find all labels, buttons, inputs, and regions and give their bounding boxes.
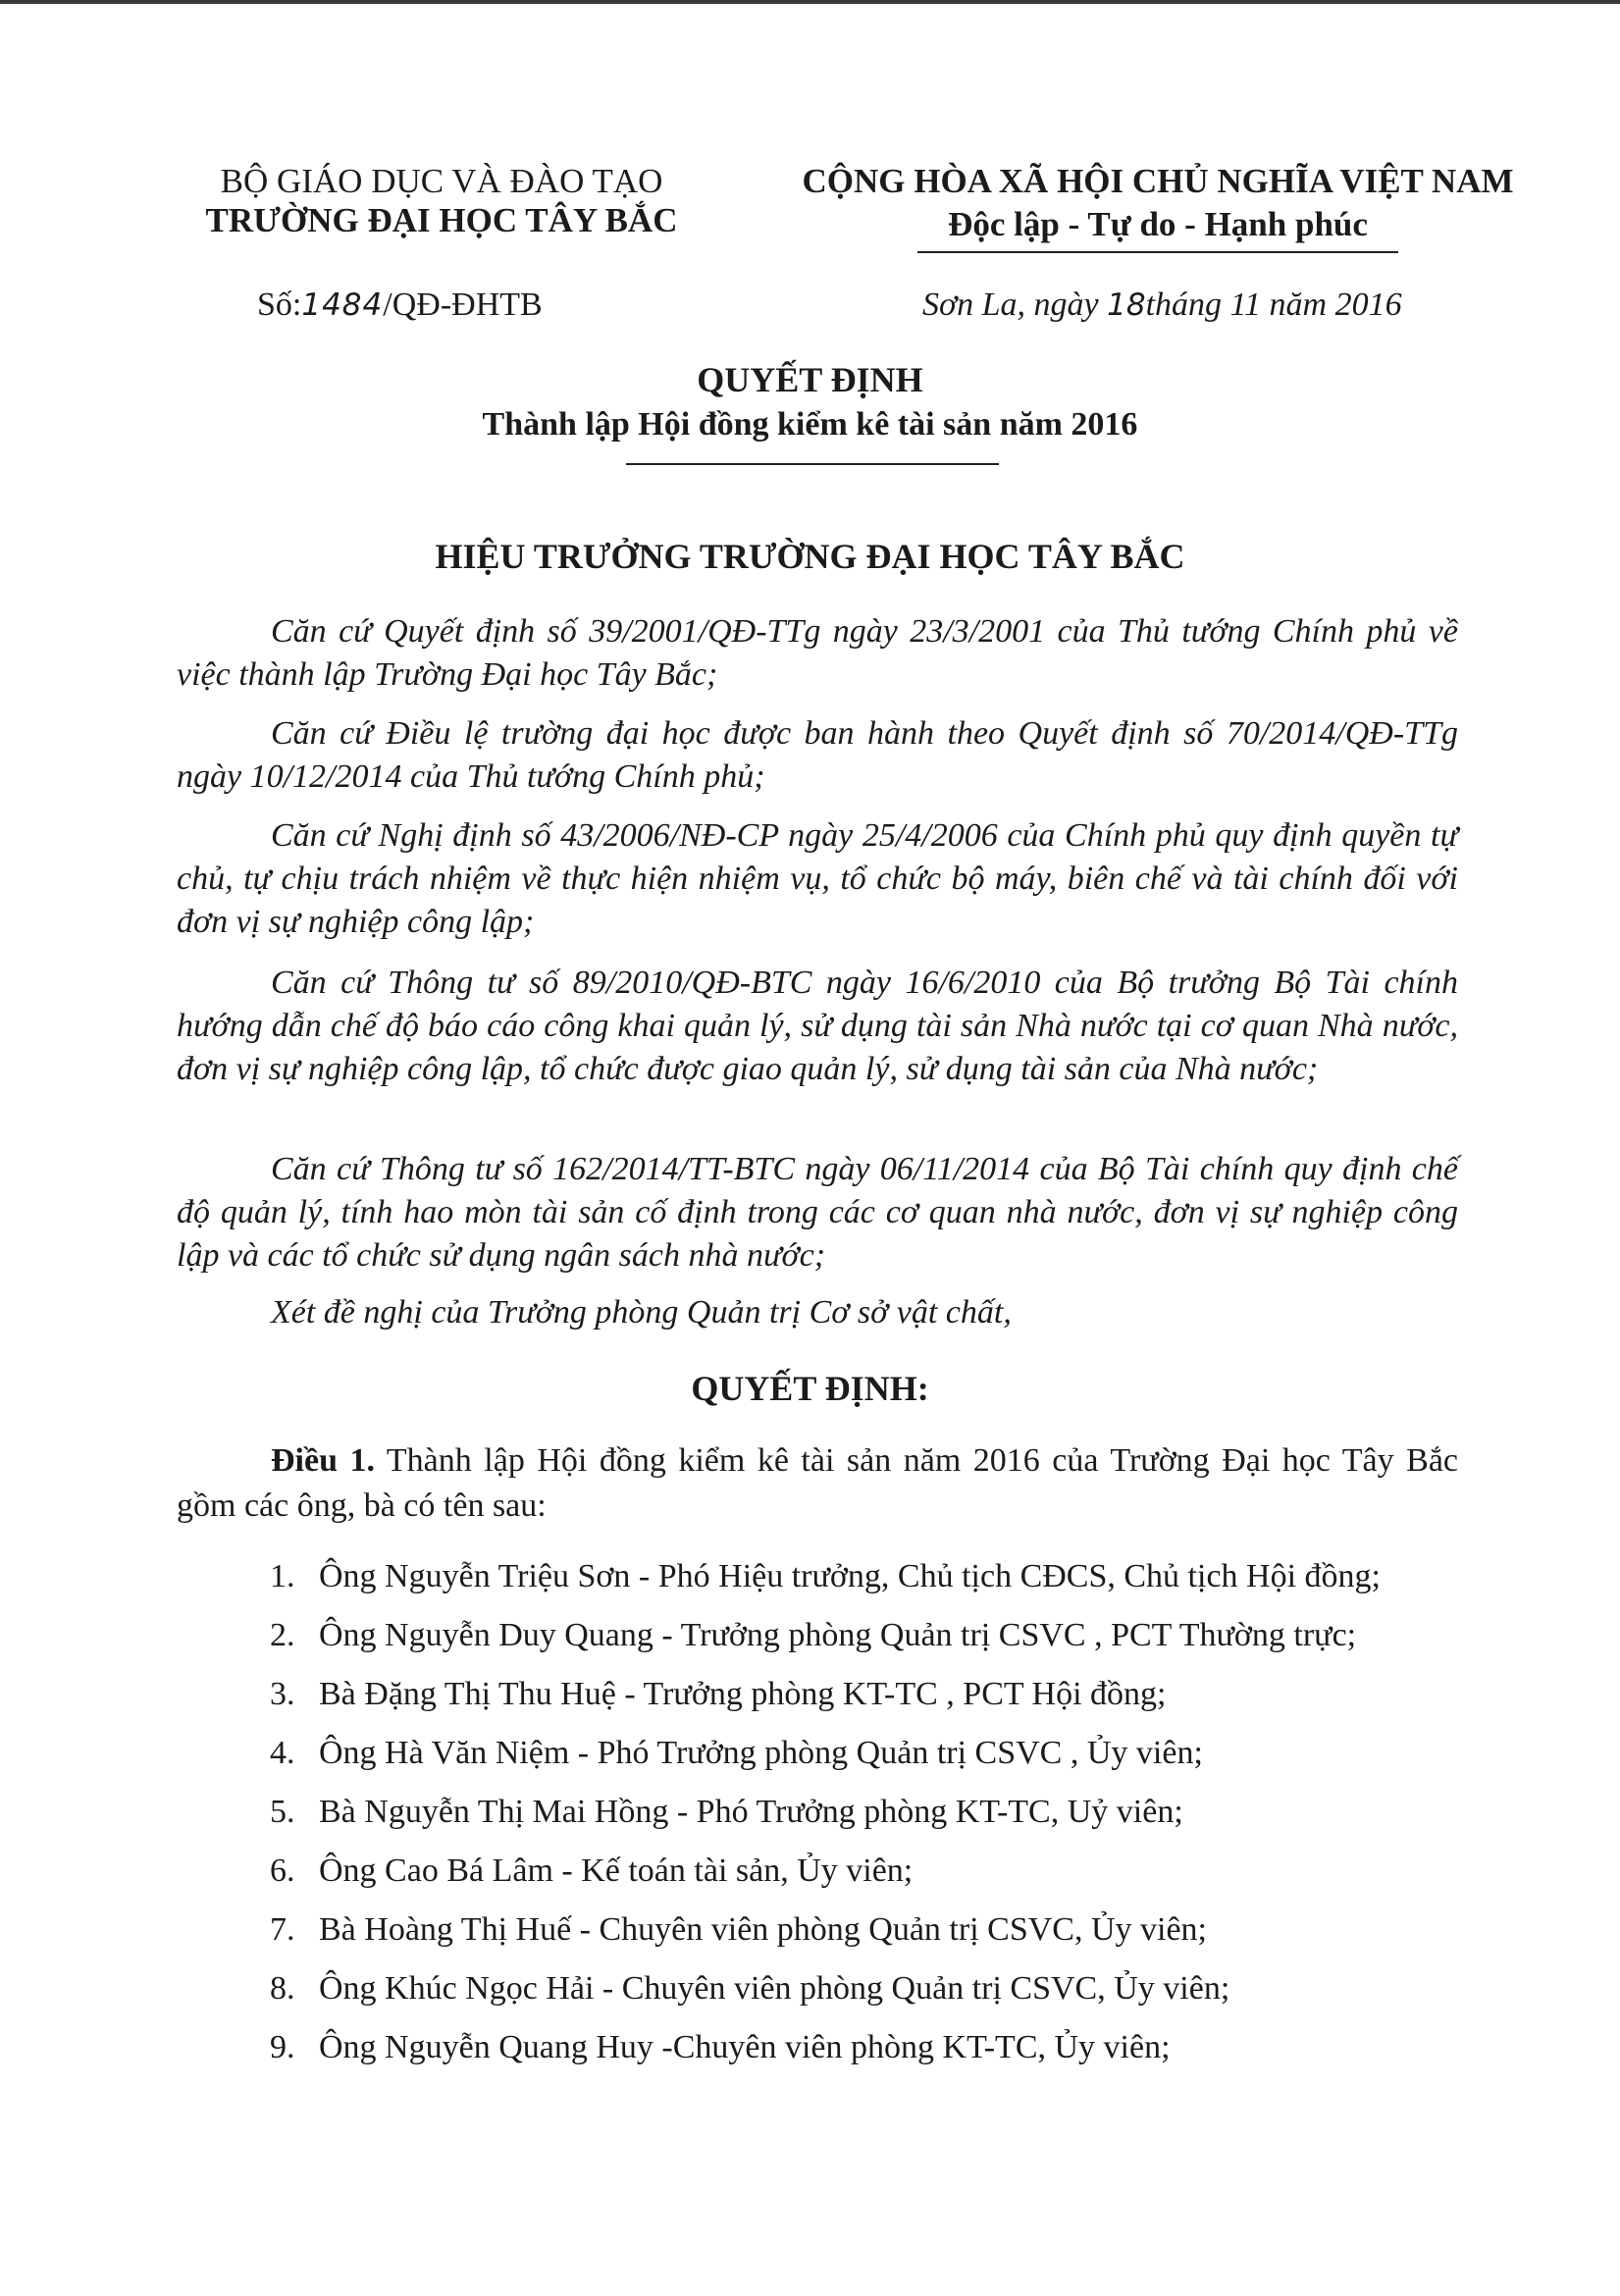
number-suffix: /QĐ-ĐHTB: [383, 287, 543, 323]
date-suffix: tháng 11 năm 2016: [1145, 287, 1402, 323]
list-item: 8. Ông Khúc Ngọc Hải - Chuyên viên phòng Quản trị CSVC, Ủy viên;: [270, 1970, 1230, 2007]
list-item: 7. Bà Hoàng Thị Huế - Chuyên viên phòng Quản trị CSVC, Ủy viên;: [270, 1911, 1208, 1948]
list-item: 6. Ông Cao Bá Lâm - Kế toán tài sản, Ủy viên;: [270, 1852, 914, 1889]
document-number: [257, 287, 543, 324]
handwritten-day: 18: [1107, 287, 1146, 323]
subtitle-underline: [626, 463, 999, 465]
list-item: 5. Bà Nguyễn Thị Mai Hồng - Phó Trưởng phòng KT-TC, Uỷ viên;: [270, 1794, 1183, 1830]
decision-heading: QUYẾT ĐỊNH:: [691, 1369, 929, 1408]
ministry-name: BỘ GIÁO DỤC VÀ ĐÀO TẠO: [220, 162, 663, 200]
number-prefix: Số:: [257, 287, 302, 323]
preamble-paragraph: Căn cứ Thông tư số 162/2014/TT-BTC ngày 06/11/2014 của Bộ Tài chính quy định chế độ quản lý, tính hao mòn tài sản cố định trong các cơ quan nhà nước, đơn vị sự nghiệp công lập và các tổ chức sử dụng ngân sách nhà nước;: [177, 1151, 1458, 1274]
article-1: [177, 1438, 1458, 1529]
issuer-heading: HIỆU TRƯỞNG TRƯỜNG ĐẠI HỌC TÂY BẮC: [435, 537, 1185, 576]
national-motto: Độc lập - Tự do - Hạnh phúc: [948, 205, 1368, 243]
list-item: 2. Ông Nguyễn Duy Quang - Trưởng phòng Quản trị CSVC , PCT Thường trực;: [270, 1617, 1357, 1653]
handwritten-number: 1484: [301, 287, 384, 323]
list-item: 1. Ông Nguyễn Triệu Sơn - Phó Hiệu trưởng, Chủ tịch CĐCS, Chủ tịch Hội đồng;: [270, 1558, 1381, 1594]
preamble-paragraph: Xét đề nghị của Trưởng phòng Quản trị Cơ sở vật chất,: [271, 1294, 1012, 1331]
document-title: QUYẾT ĐỊNH: [697, 360, 923, 399]
preamble-paragraph: Căn cứ Điều lệ trường đại học được ban hành theo Quyết định số 70/2014/QĐ-TTg ngày 10/12/2014 của Thủ tướng Chính phủ;: [177, 715, 1458, 795]
national-title: CỘNG HÒA XÃ HỘI CHỦ NGHĨA VIỆT NAM: [802, 162, 1514, 200]
article-1-label: Điều 1.: [271, 1442, 376, 1479]
date-prefix: Sơn La, ngày: [922, 287, 1108, 323]
list-item: 9. Ông Nguyễn Quang Huy -Chuyên viên phòng KT-TC, Ủy viên;: [270, 2029, 1171, 2065]
scan-top-edge: [0, 0, 1620, 4]
article-1-text: Thành lập Hội đồng kiểm kê tài sản năm 2016 của Trường Đại học Tây Bắc gồm các ông, bà có tên sau:: [177, 1442, 1459, 1524]
university-name: TRƯỜNG ĐẠI HỌC TÂY BẮC: [205, 201, 678, 239]
preamble-paragraph: Căn cứ Thông tư số 89/2010/QĐ-BTC ngày 16/6/2010 của Bộ trưởng Bộ Tài chính hướng dẫn chế độ báo cáo công khai quản lý, sử dụng tài sản Nhà nước tại cơ quan Nhà nước, đơn vị sự nghiệp công lập, tổ chức được giao quản lý, sử dụng tài sản của Nhà nước;: [177, 965, 1458, 1087]
document-subtitle: Thành lập Hội đồng kiểm kê tài sản năm 2016: [482, 406, 1138, 443]
list-item: 4. Ông Hà Văn Niệm - Phó Trưởng phòng Quản trị CSVC , Ủy viên;: [270, 1735, 1203, 1771]
motto-underline: [917, 251, 1398, 253]
list-item: 3. Bà Đặng Thị Thu Huệ - Trưởng phòng KT-TC , PCT Hội đồng;: [270, 1676, 1167, 1712]
member-list: [270, 1554, 1381, 2084]
preamble-paragraph: Căn cứ Nghị định số 43/2006/NĐ-CP ngày 25/4/2006 của Chính phủ quy định quyền tự chủ, tự chịu trách nhiệm về thực hiện nhiệm vụ, tổ chức bộ máy, biên chế và tài chính đối với đơn vị sự nghiệp công lập;: [177, 817, 1458, 940]
preamble-paragraph: Căn cứ Quyết định số 39/2001/QĐ-TTg ngày 23/3/2001 của Thủ tướng Chính phủ về việc thành lập Trường Đại học Tây Bắc;: [177, 613, 1458, 693]
issue-date: [922, 287, 1402, 324]
